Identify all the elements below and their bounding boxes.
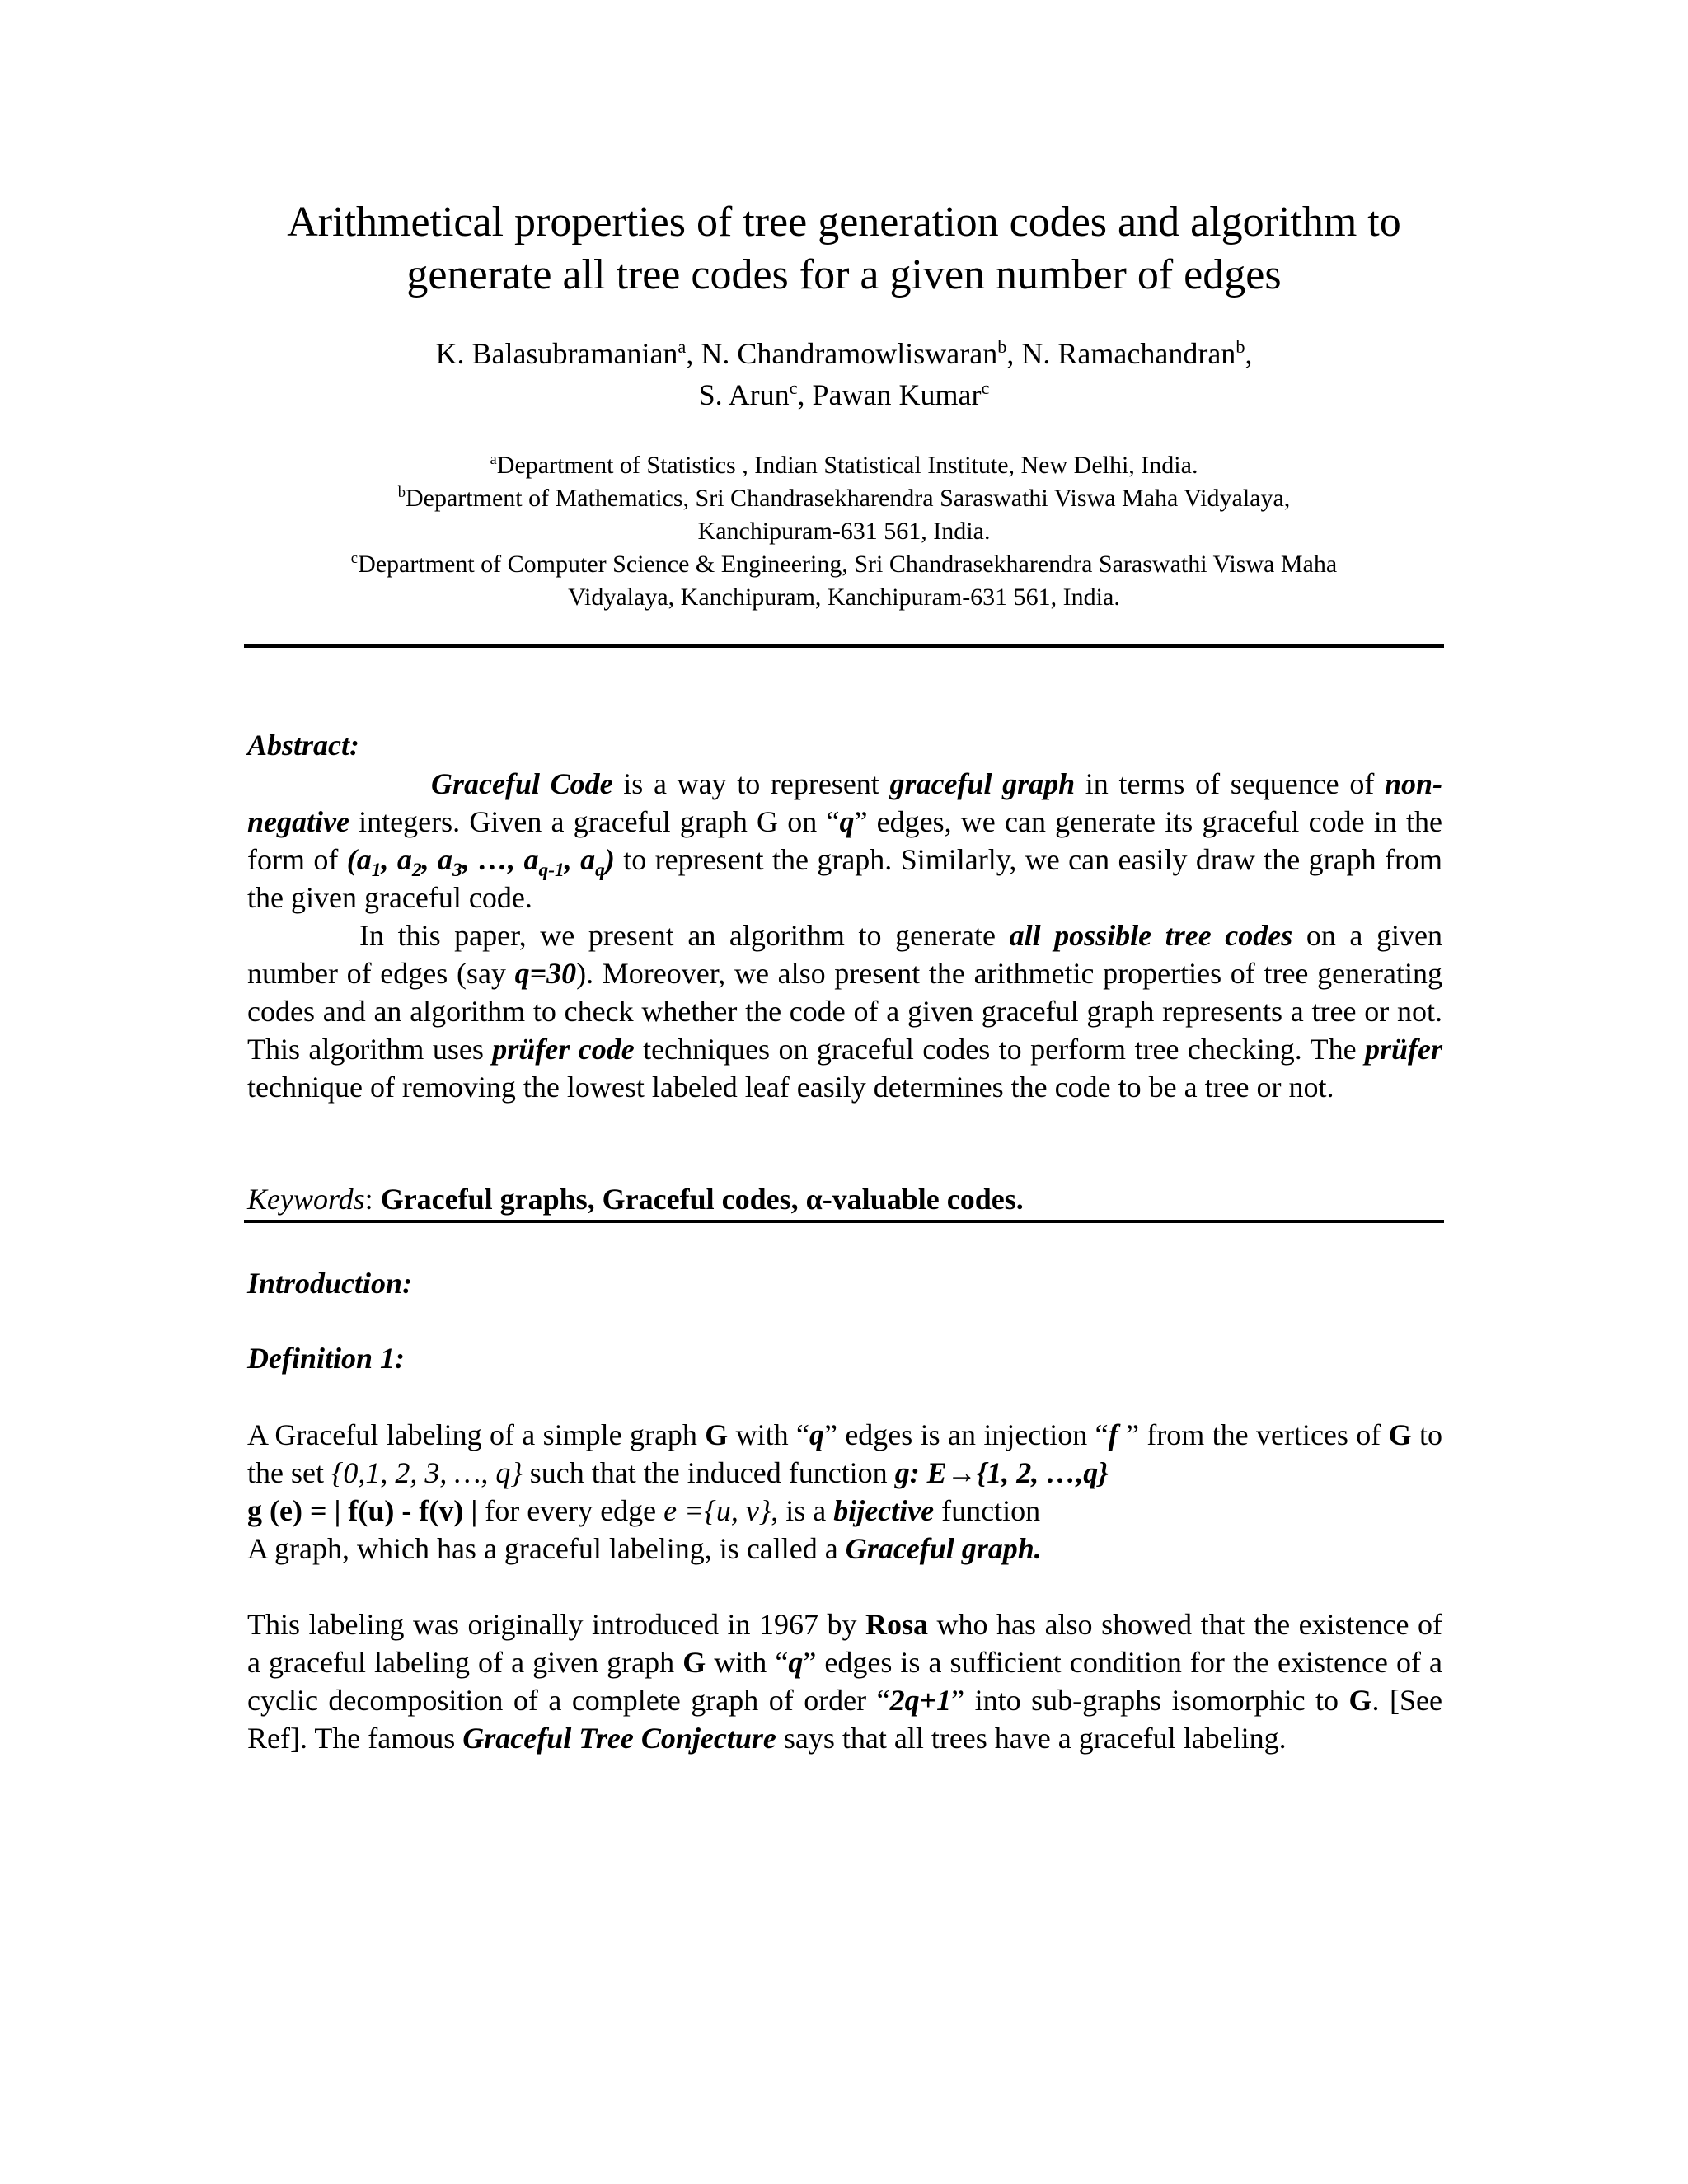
rosa-paragraph: This labeling was originally introduced in 1967 by Rosa who has also showed that the existence of a graceful labeling of a given graph G with “q” edges is a sufficient condition for the existence of a cyclic decomposition of a complete graph of order “2q+1” into sub-graphs isomorphic to G. [See Ref]. The famous Graceful Tree Conjecture says that all trees have a graceful labeling. xyxy=(247,1608,1443,1755)
affiliation-a: $^a$Department of Statistics , Indian Statistical Institute, New Delhi, India. xyxy=(490,451,1198,479)
title-line-1: Arithmetical properties of tree generation codes and algorithm to xyxy=(287,199,1401,246)
definition-paragraph: A Graceful labeling of a simple graph G with “q” edges is an injection “f ” from the vertices of G to the set {0,1, 2, 3, …, q} such that the induced function g: E→{1, 2, …,q} xyxy=(247,1418,1442,1489)
author-affiliation-mark: a xyxy=(678,336,687,357)
author-name: N. Chandramowliswaran xyxy=(701,337,998,370)
affiliation-b: $^b$Department of Mathematics, Sri Chandrasekharendra Saraswathi Viswa Maha Vidyalaya, xyxy=(397,484,1291,512)
introduction-heading: Introduction: xyxy=(247,1267,413,1300)
affiliation-b-cont: Kanchipuram-631 561, India. xyxy=(697,518,991,545)
author-affiliation-mark: b xyxy=(997,336,1007,357)
author-affiliation-mark: c xyxy=(789,377,798,398)
author-name: N. Ramachandran xyxy=(1021,337,1236,370)
definition-line-3: g (e) = | f(u) - f(v) | for every edge e ={u, v}, is a bijective function xyxy=(247,1494,1041,1527)
affiliation-c: $^c$Department of Computer Science & Engineering, Sri Chandrasekharendra Saraswathi Viswa Maha xyxy=(350,550,1338,578)
paper-title xyxy=(206,196,1482,302)
author-name: Pawan Kumar xyxy=(812,378,982,411)
header-divider xyxy=(244,644,1444,648)
keywords-line: Keywords: Graceful graphs, Graceful codes, α-valuable codes. xyxy=(247,1183,1024,1216)
definition-heading: Definition 1: xyxy=(247,1342,406,1375)
title-line-2: generate all tree codes for a given number of edges xyxy=(406,251,1282,298)
keywords-text: Graceful graphs, Graceful codes, α-valuable codes. xyxy=(380,1183,1024,1216)
author-line-2: S. Arun$^c$, Pawan Kumar$^c$ xyxy=(698,377,990,411)
keywords-divider xyxy=(244,1220,1444,1223)
definition-line-4: A graph, which has a graceful labeling, is called a Graceful graph. xyxy=(247,1532,1042,1565)
author-affiliation-mark: c xyxy=(981,377,990,398)
abstract-paragraph-2: In this paper, we present an algorithm to generate all possible tree codes on a given number of edges (say q=30). Moreover, we also present the arithmetic properties of tree generating codes and an algorithm to check whether the code of a given graceful graph represents a tree or not. This algorithm uses prüfer code techniques on graceful codes to perform tree checking. The prüfer technique of removing the lowest labeled leaf easily determines the code to be a tree or not. xyxy=(247,919,1443,1104)
abstract-paragraph-1: Graceful Code is a way to represent graceful graph in terms of sequence of non-negative integers. Given a graceful graph G on “q” edges, we can generate its graceful code in the form of ($a_1$, $a_2$, $a_3$, …, $a_{q-1}$, $a_q$) to represent the graph. Similarly, we can easily draw the graph from the given graceful code. xyxy=(247,767,1443,914)
author-affiliation-mark: b xyxy=(1236,336,1245,357)
author-list xyxy=(206,333,1482,415)
author-name: K. Balasubramanian xyxy=(435,337,678,370)
author-name: S. Arun xyxy=(698,378,790,411)
author-line-1: K. Balasubramanian$^a$, N. Chandramowliswaran$^b$, N. Ramachandran$^b$, xyxy=(435,336,1253,370)
abstract-heading: Abstract: xyxy=(247,729,360,762)
affiliation-c-cont: Vidyalaya, Kanchipuram, Kanchipuram-631 561, India. xyxy=(568,583,1120,611)
affiliations xyxy=(206,449,1482,614)
code-sequence: ($a_1$, $a_2$, $a_3$, …, $a_{q-1}$, $a_q$) xyxy=(346,843,615,882)
keywords-label: Keywords xyxy=(247,1183,365,1216)
